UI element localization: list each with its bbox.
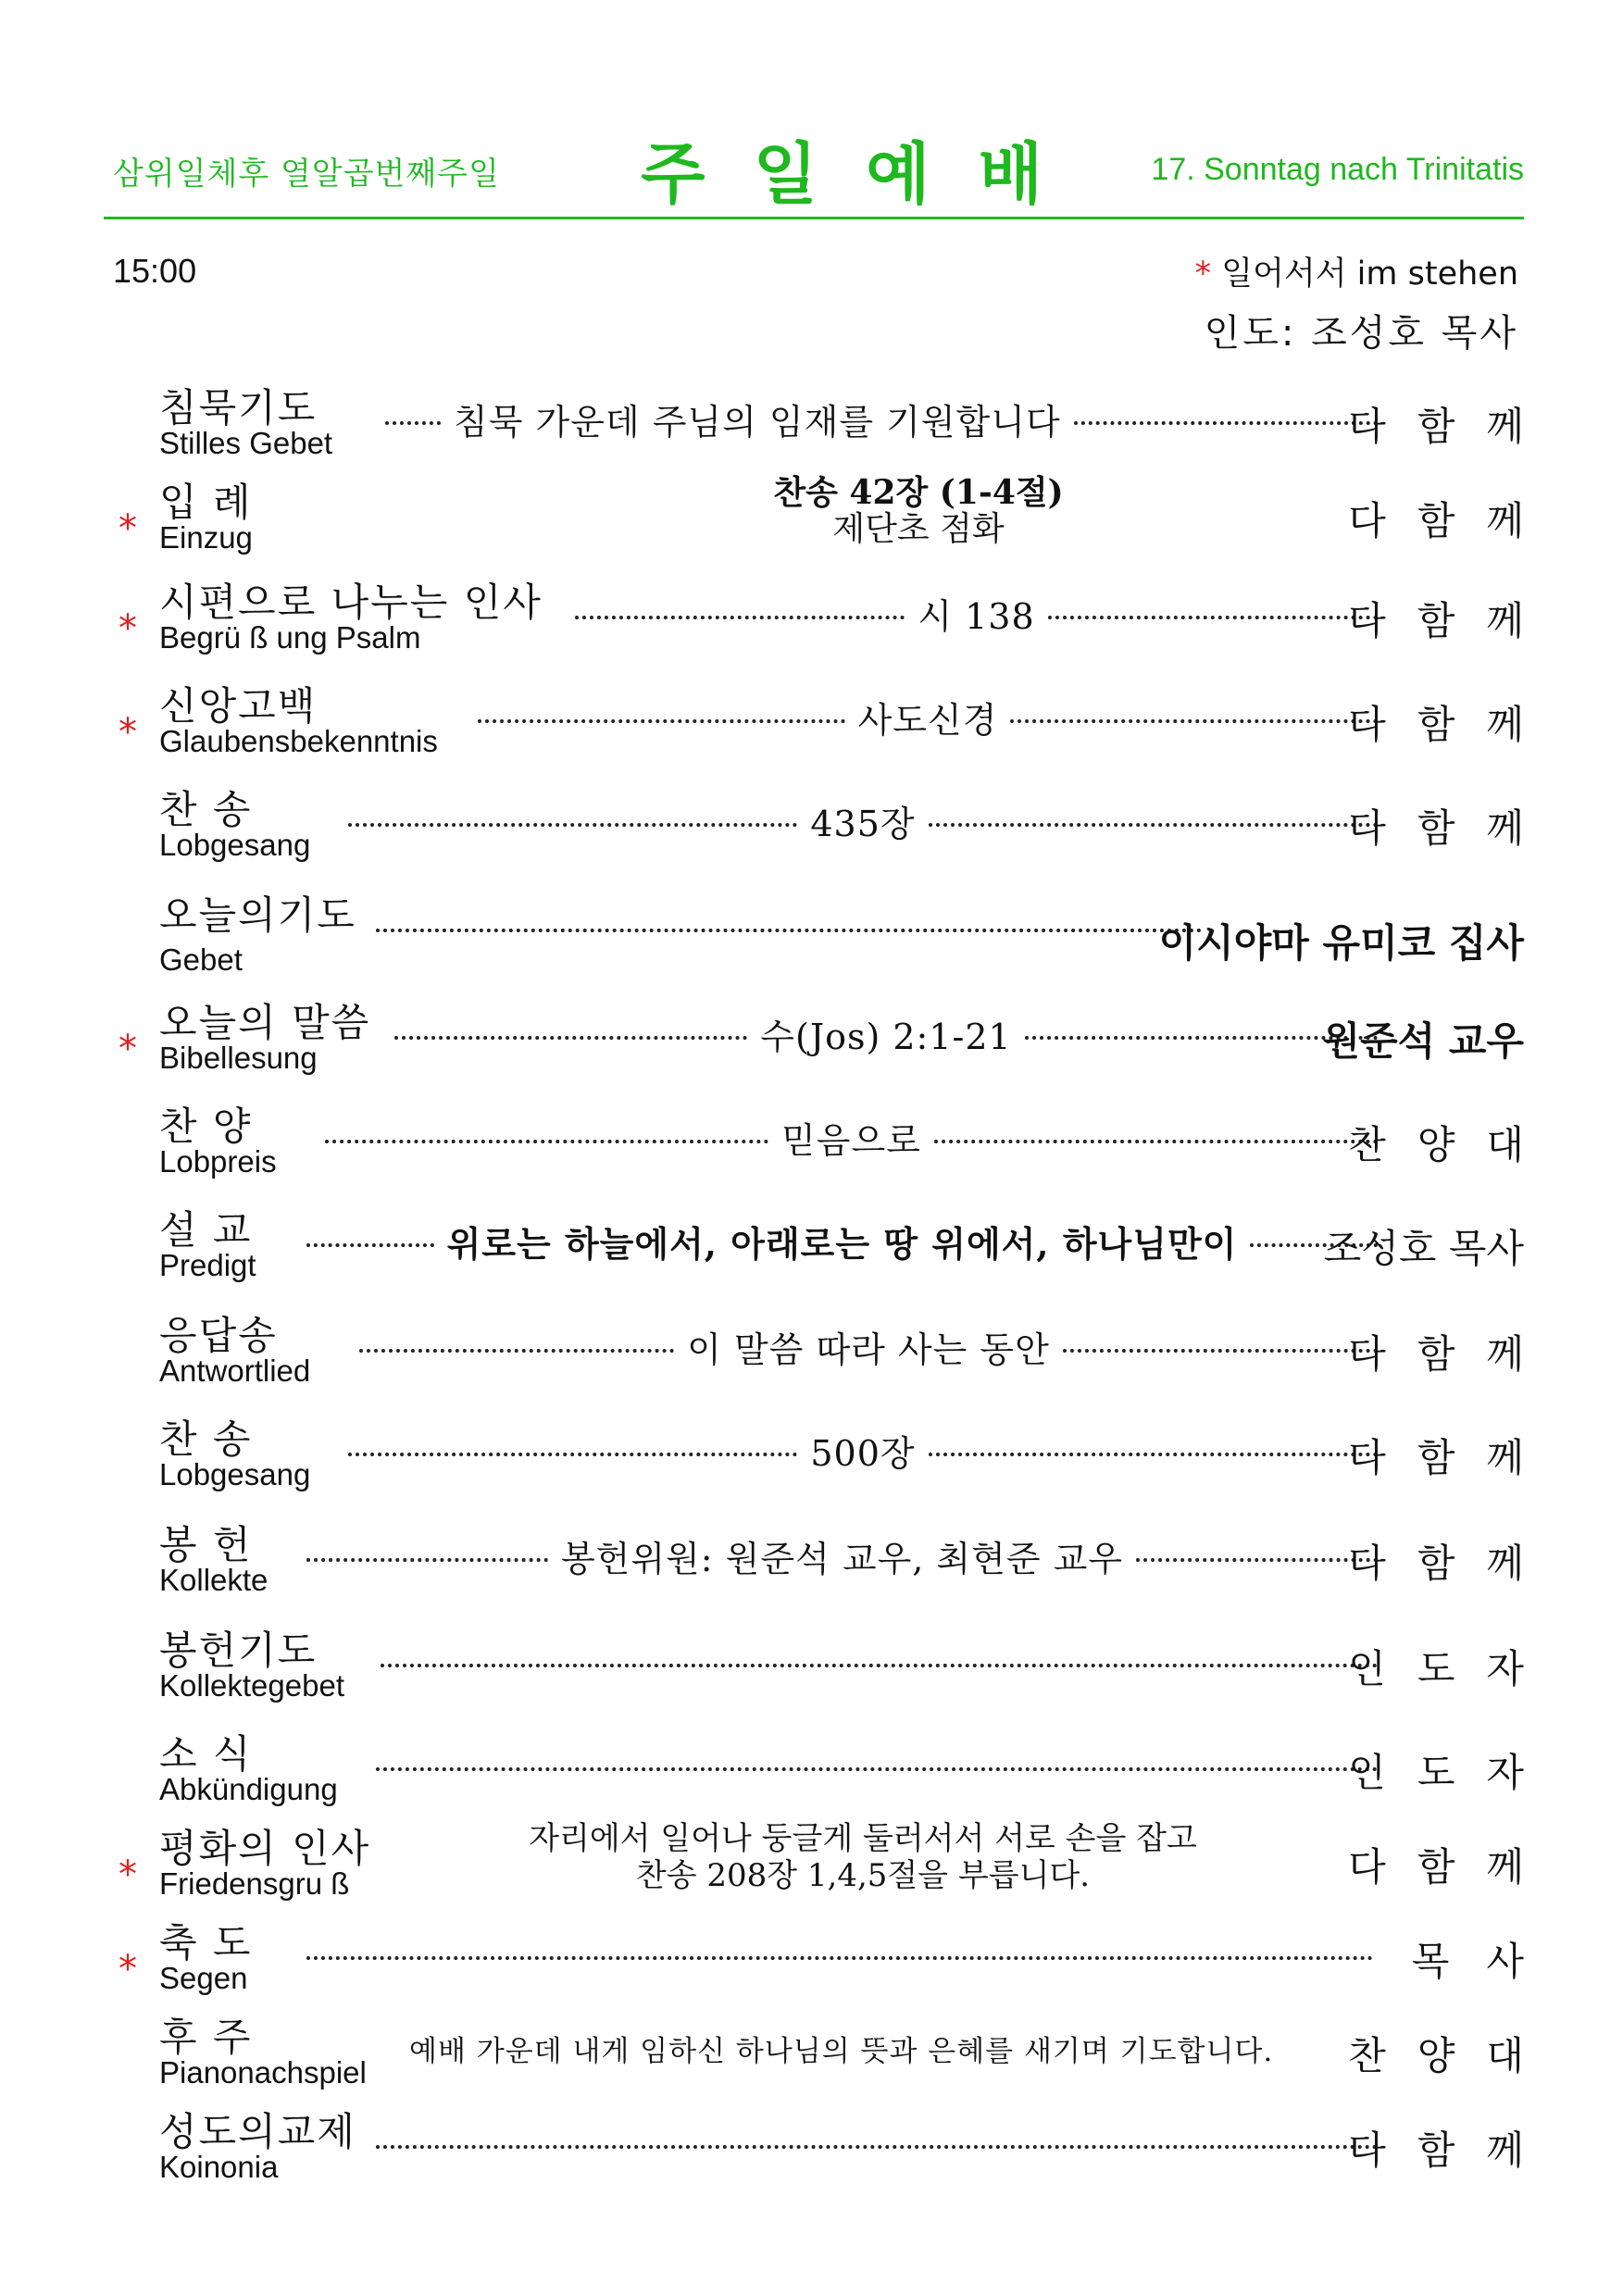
item-responsible: 조성호 목사: [1323, 1226, 1524, 1271]
item-center-line1: 찬송 42장 (1-4절): [773, 473, 1064, 512]
item-center: [293, 1926, 1386, 1981]
order-item-offering: [104, 1515, 1555, 1603]
order-item-psalm-greeting: [104, 572, 1555, 661]
item-title-ko: 오늘의 말씀: [159, 1000, 371, 1045]
item-center: [465, 689, 1391, 744]
item-center: [474, 1820, 1252, 1894]
item-center-text: 예배 가운데 내게 임하신 하나님의 뜻과 은혜를 새기며 기도합니다.: [409, 2034, 1274, 2068]
item-title-ko: 찬 양: [159, 1104, 253, 1149]
item-responsible: 다함께: [1348, 1435, 1555, 1480]
item-title-ko: 신앙고백: [159, 683, 318, 729]
item-center: [363, 898, 1215, 954]
item-center: [381, 1005, 1391, 1061]
order-item-hymn-2: [104, 1409, 1555, 1498]
item-title-ko: 봉 헌: [159, 1522, 253, 1567]
dot-leader: [348, 814, 797, 827]
item-responsible: 다함께: [1348, 404, 1555, 449]
header-main-title: 주일예배: [641, 135, 1092, 213]
item-center: [368, 1633, 1391, 1689]
dot-leader: [325, 1130, 768, 1143]
dot-leader: [376, 1758, 1378, 1771]
item-responsible: 찬양대: [1348, 1122, 1555, 1167]
item-title-ko: 오늘의기도: [159, 892, 356, 938]
item-responsible: 원준석 교우: [1322, 1018, 1524, 1064]
item-title-ko: 성도의교제: [159, 2109, 356, 2154]
item-center: [335, 792, 1391, 848]
item-title-de: Friedensgru ß: [159, 1866, 350, 1901]
item-center: [567, 474, 1270, 548]
star-icon: *: [119, 1948, 137, 1990]
item-center: [363, 2115, 1391, 2170]
item-center-text: 500장: [810, 1432, 916, 1474]
dot-leader: [929, 814, 1378, 827]
item-center: [372, 391, 1391, 446]
order-item-peace-greeting: [104, 1818, 1555, 1907]
item-title-de: Glaubensbekenntnis: [159, 724, 438, 758]
item-title-de: Kollektegebet: [159, 1668, 344, 1703]
dot-leader: [394, 1027, 747, 1040]
dot-leader: [376, 2136, 1378, 2149]
item-title-de: Segen: [159, 1961, 248, 1995]
header: [104, 120, 1524, 213]
item-responsible: 다함께: [1348, 805, 1555, 851]
stand-note-text: 일어서서 im stehen: [1221, 256, 1518, 293]
sermon-title: 위로는 하늘에서, 아래로는 땅 위에서, 하나님만이: [446, 1222, 1238, 1265]
item-title-de: Pianonachspiel: [159, 2055, 367, 2090]
item-center-line1: 자리에서 일어나 둥글게 둘러서서 서로 손을 잡고: [529, 1820, 1197, 1857]
item-center: [312, 1109, 1391, 1165]
order-item-bible-reading: [104, 992, 1524, 1081]
order-item-offering-prayer: [104, 1620, 1555, 1709]
item-responsible: 다함께: [1348, 1844, 1555, 1890]
item-title-de: Kollekte: [159, 1563, 268, 1597]
item-title-ko: 침묵기도: [159, 385, 318, 430]
item-center-text: 수(Jos) 2:1-21: [760, 1016, 1012, 1057]
item-center-text: 침묵 가운데 주님의 임재를 기원합니다: [454, 401, 1061, 443]
item-center: [346, 1318, 1391, 1374]
order-item-postlude: [104, 2007, 1555, 2096]
star-icon: *: [119, 1853, 137, 1896]
item-center: [293, 1528, 1391, 1583]
item-center: [335, 1422, 1391, 1478]
leader-line: 인도: 조성호 목사: [1204, 312, 1518, 355]
dot-leader: [929, 1443, 1378, 1456]
item-center: [562, 585, 1391, 641]
item-title-ko: 찬 송: [159, 787, 253, 832]
item-responsible: 다함께: [1348, 2128, 1555, 2173]
item-responsible: 인도자: [1348, 1646, 1555, 1691]
order-item-entrance: [104, 472, 1555, 561]
dot-leader: [376, 919, 1202, 932]
dot-leader: [306, 1234, 434, 1247]
item-center-line2: 제단초 점화: [832, 510, 1005, 548]
header-left-title: 삼위일체후 열알곱번째주일: [113, 156, 500, 193]
star-icon: *: [119, 607, 137, 650]
dot-leader: [1074, 412, 1378, 425]
order-item-creed: [104, 676, 1555, 765]
dot-leader: [1136, 1549, 1378, 1562]
order-item-sermon: [104, 1200, 1524, 1289]
item-center-text: 이 말씀 따라 사는 동안: [687, 1329, 1050, 1370]
dot-leader: [1010, 710, 1378, 723]
item-responsible: 인도자: [1348, 1750, 1555, 1795]
item-title-de: Einzug: [159, 520, 253, 555]
item-title-ko: 입 례: [159, 480, 253, 525]
item-title-ko: 찬 송: [159, 1416, 253, 1462]
item-title-ko: 축 도: [159, 1920, 253, 1965]
item-center-text: 사도신경: [857, 699, 998, 741]
dot-leader: [306, 1947, 1373, 1960]
order-item-hymn-1: [104, 780, 1555, 868]
item-title-de: Antwortlied: [159, 1354, 311, 1388]
item-title-ko: 응답송: [159, 1313, 278, 1358]
star-icon: *: [119, 1028, 137, 1070]
item-center-text: 믿음으로: [781, 1119, 921, 1161]
item-center-text: 435장: [810, 803, 916, 844]
dot-leader: [381, 1654, 1378, 1667]
header-right-title: 17. Sonntag nach Trinitatis: [1151, 152, 1524, 187]
item-responsible: 다함께: [1348, 702, 1555, 747]
star-icon: *: [119, 711, 137, 754]
dot-leader: [1063, 1340, 1378, 1353]
dot-leader: [1048, 606, 1378, 619]
item-title-de: Koinonia: [159, 2150, 279, 2184]
order-item-announcements: [104, 1724, 1555, 1813]
dot-leader: [575, 606, 905, 619]
item-title-ko: 소 식: [159, 1731, 253, 1777]
item-title-de: Begrü ß ung Psalm: [159, 620, 421, 655]
item-title-de: Lobgesang: [159, 1457, 311, 1491]
item-title-de: Lobgesang: [159, 828, 311, 862]
item-title-de: Gebet: [159, 942, 243, 977]
star-icon: *: [1194, 256, 1212, 293]
dot-leader: [306, 1549, 548, 1562]
item-title-ko: 후 주: [159, 2015, 253, 2060]
item-title-de: Lobpreis: [159, 1144, 277, 1179]
item-center: [363, 1737, 1391, 1792]
item-title-de: Predigt: [159, 1248, 256, 1282]
item-responsible: 다함께: [1348, 598, 1555, 643]
dot-leader: [385, 412, 441, 425]
item-center-line2: 찬송 208장 1,4,5절을 부릅니다.: [635, 1857, 1091, 1894]
order-item-response-song: [104, 1305, 1555, 1394]
order-item-prayer: [104, 885, 1524, 977]
item-title-de: Stilles Gebet: [159, 426, 333, 460]
service-time: 15:00: [113, 252, 197, 290]
dot-leader: [348, 1443, 797, 1456]
order-item-choir: [104, 1096, 1555, 1185]
item-title-de: Abkündigung: [159, 1772, 338, 1806]
item-title-de: Bibellesung: [159, 1041, 318, 1075]
item-responsible: 다함께: [1348, 498, 1555, 543]
item-title-ko: 평화의 인사: [159, 1826, 371, 1871]
star-icon: *: [119, 507, 137, 550]
dot-leader: [934, 1130, 1378, 1143]
item-title-ko: 시편으로 나누는 인사: [159, 580, 543, 625]
item-responsible: 이시야마 유미코 집사: [1158, 920, 1524, 966]
order-item-benediction: [104, 1913, 1524, 2002]
item-center: [409, 2020, 1391, 2076]
order-item-silent-prayer: [104, 378, 1555, 467]
item-responsible: 다함께: [1348, 1331, 1555, 1377]
header-divider: [104, 217, 1524, 219]
dot-leader: [478, 710, 845, 723]
stand-note: [1195, 248, 1518, 294]
item-center-text: 봉헌위원: 원준석 교우, 최현준 교우: [560, 1538, 1124, 1579]
item-responsible: 목 사: [1411, 1939, 1524, 1984]
item-center: [293, 1213, 1391, 1268]
order-item-koinonia: [104, 2102, 1555, 2190]
item-responsible: 다함께: [1348, 1541, 1555, 1586]
dot-leader: [359, 1340, 674, 1353]
item-title-ko: 봉헌기도: [159, 1628, 318, 1673]
item-title-ko: 설 교: [159, 1207, 253, 1253]
item-center-text: 시 138: [918, 595, 1035, 637]
item-responsible: 찬양대: [1348, 2033, 1555, 2078]
